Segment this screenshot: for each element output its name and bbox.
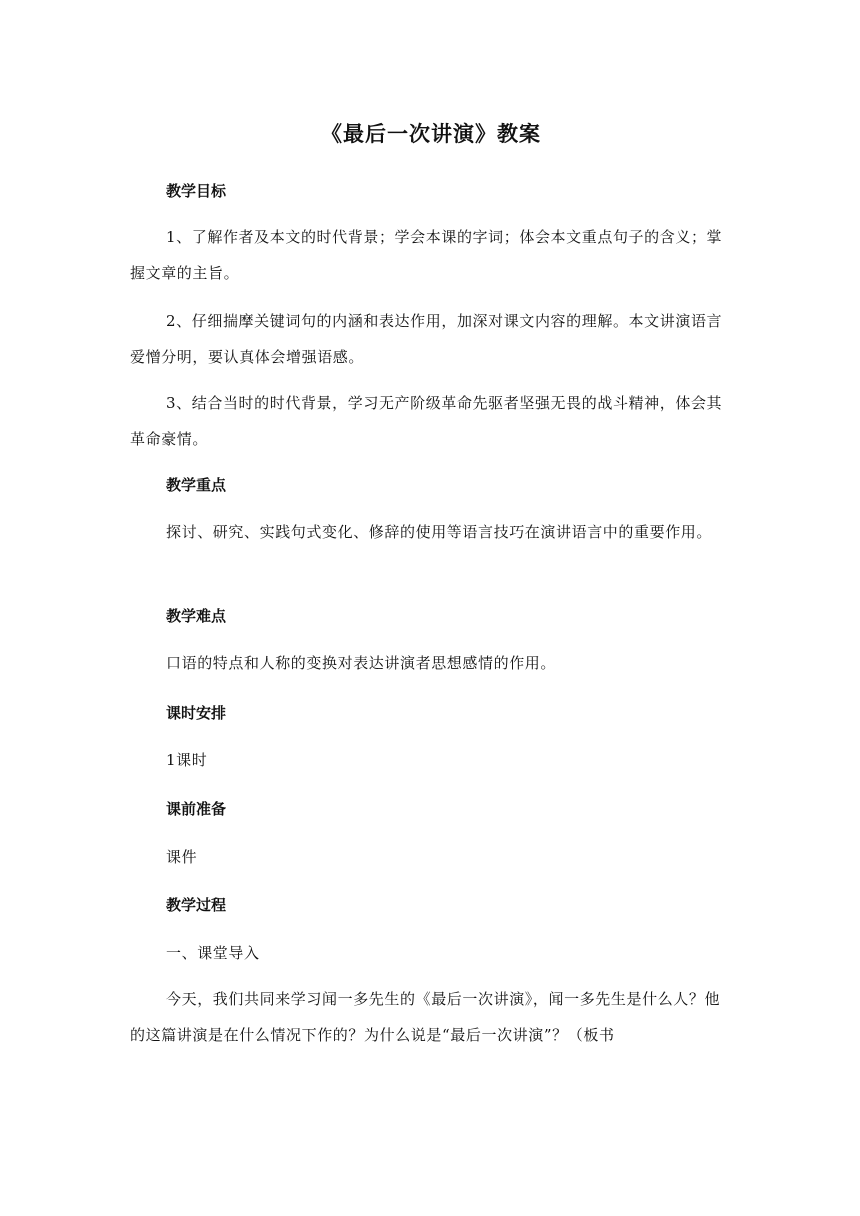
objective-item-1: 1、了解作者及本文的时代背景；学会本课的字词；体会本文重点句子的含义；掌握文章的主旨。 bbox=[130, 228, 723, 282]
heading-schedule: 课时安排 bbox=[166, 704, 227, 722]
document-title: 《最后一次讲演》教案 bbox=[321, 122, 541, 146]
objective-item-3: 3、结合当时的时代背景，学习无产阶级革命先驱者坚强无畏的战斗精神，体会其革命豪情。 bbox=[130, 394, 723, 448]
process-step1-text: 今天，我们共同来学习闻一多先生的《最后一次讲演》，闻一多先生是什么人？他的这篇讲演是在什么情况下作的？为什么说是“最后一次讲演”？（板书 bbox=[130, 990, 721, 1044]
heading-objectives: 教学目标 bbox=[166, 182, 227, 200]
difficulties-text: 口语的特点和人称的变换对表达讲演者思想感情的作用。 bbox=[166, 654, 557, 672]
objective-item-2: 2、仔细揣摩关键词句的内涵和表达作用，加深对课文内容的理解。本文讲演语言爱憎分明，要认真体会增强语感。 bbox=[130, 312, 723, 366]
heading-process: 教学过程 bbox=[166, 896, 227, 914]
heading-key-points: 教学重点 bbox=[166, 476, 227, 494]
heading-preparation: 课前准备 bbox=[166, 800, 227, 818]
schedule-text: 1课时 bbox=[166, 751, 208, 769]
key-points-text: 探讨、研究、实践句式变化、修辞的使用等语言技巧在演讲语言中的重要作用。 bbox=[166, 523, 713, 541]
process-step1-title: 一、课堂导入 bbox=[166, 944, 260, 962]
heading-difficulties: 教学难点 bbox=[166, 607, 227, 625]
preparation-text: 课件 bbox=[166, 848, 198, 866]
